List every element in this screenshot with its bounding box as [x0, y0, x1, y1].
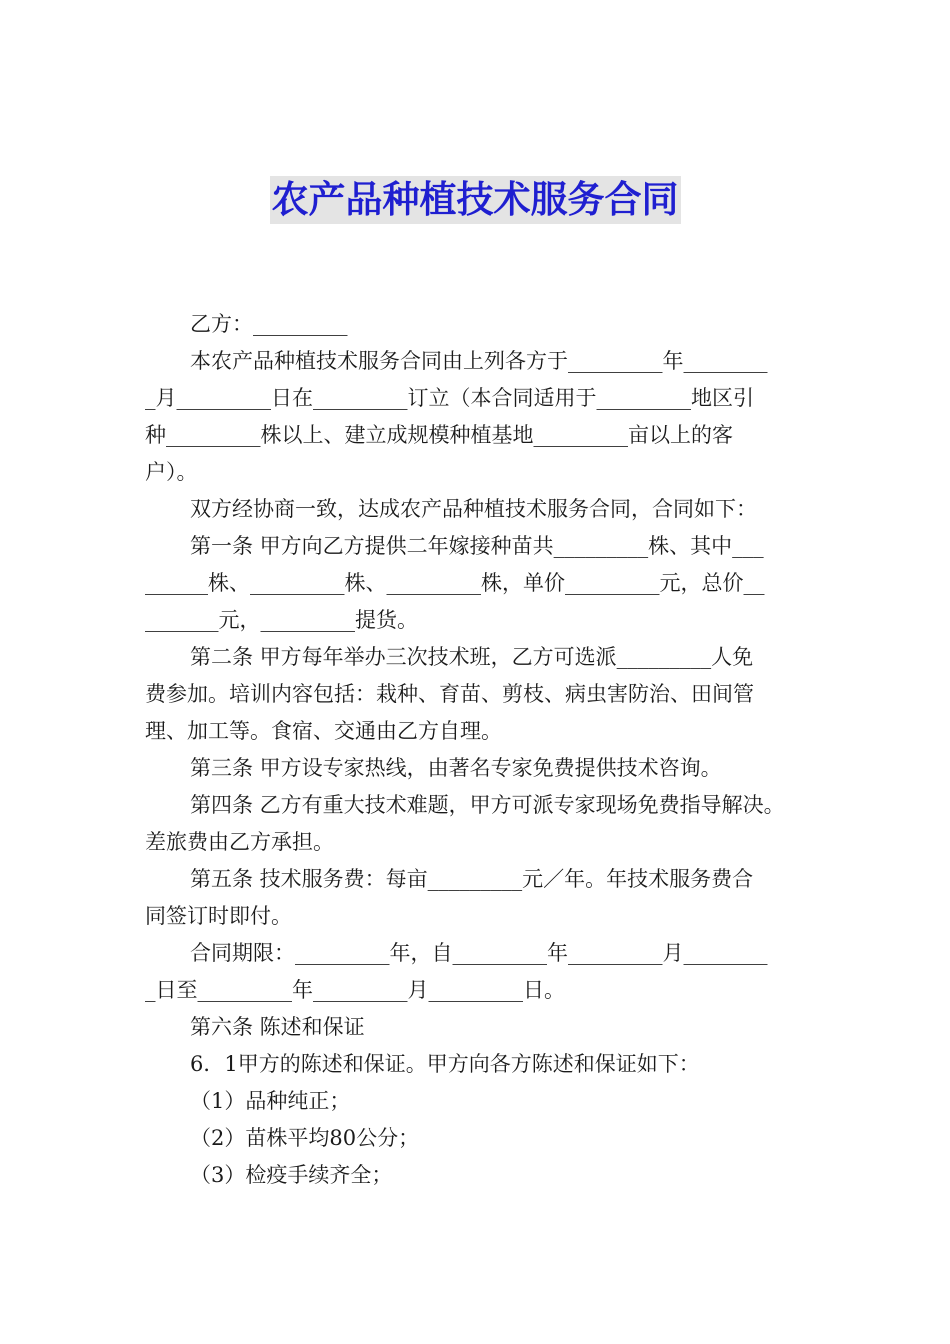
paragraph-line: 差旅费由乙方承担。: [145, 830, 334, 854]
party-b-line: 乙方：_________: [190, 312, 348, 336]
title-block: [0, 176, 950, 224]
paragraph-line: 种_________株以上、建立成规模种植基地_________亩以上的客: [145, 423, 733, 447]
article-3-line: 第三条 甲方设专家热线，由著名专家免费提供技术咨询。: [190, 756, 722, 780]
article-2-line: 第二条 甲方每年举办三次技术班，乙方可选派_________人免: [190, 645, 754, 669]
paragraph-line: 费参加。培训内容包括：栽种、育苗、剪枝、病虫害防治、田间管: [145, 682, 754, 706]
paragraph-line: 户）。: [145, 460, 198, 484]
article-1-line: 第一条 甲方向乙方提供二年嫁接种苗共_________株、其中___: [190, 534, 764, 558]
paragraph-line: 双方经协商一致，达成农产品种植技术服务合同，合同如下：: [190, 497, 757, 521]
section-6-1-line: 6．1甲方的陈述和保证。甲方向各方陈述和保证如下：: [190, 1052, 700, 1076]
paragraph-line: 理、加工等。食宿、交通由乙方自理。: [145, 719, 502, 743]
list-item: （1）品种纯正；: [190, 1089, 351, 1113]
paragraph-line: _______元，_________提货。: [145, 608, 418, 632]
contract-term-line: 合同期限：_________年，自_________年_________月________: [190, 941, 768, 965]
contract-body: [145, 306, 825, 1194]
paragraph-line: _日至_________年_________月_________日。: [145, 978, 565, 1002]
paragraph-line: _月_________日在_________订立（本合同适用于_________地区引: [145, 386, 754, 410]
article-4-line: 第四条 乙方有重大技术难题，甲方可派专家现场免费指导解决。: [190, 793, 785, 817]
article-6-heading: 第六条 陈述和保证: [190, 1015, 365, 1039]
list-item: （2）苗株平均80公分；: [190, 1126, 420, 1150]
article-5-line: 第五条 技术服务费：每亩_________元／年。年技术服务费合: [190, 867, 754, 891]
paragraph-line: ______株、_________株、_________株，单价_________元，总价__: [145, 571, 765, 595]
paragraph-line: 同签订时即付。: [145, 904, 292, 928]
paragraph-line: 本农产品种植技术服务合同由上列各方于_________年________: [190, 349, 768, 373]
document-title: 农产品种植技术服务合同: [270, 176, 681, 224]
list-item: （3）检疫手续齐全；: [190, 1163, 393, 1187]
